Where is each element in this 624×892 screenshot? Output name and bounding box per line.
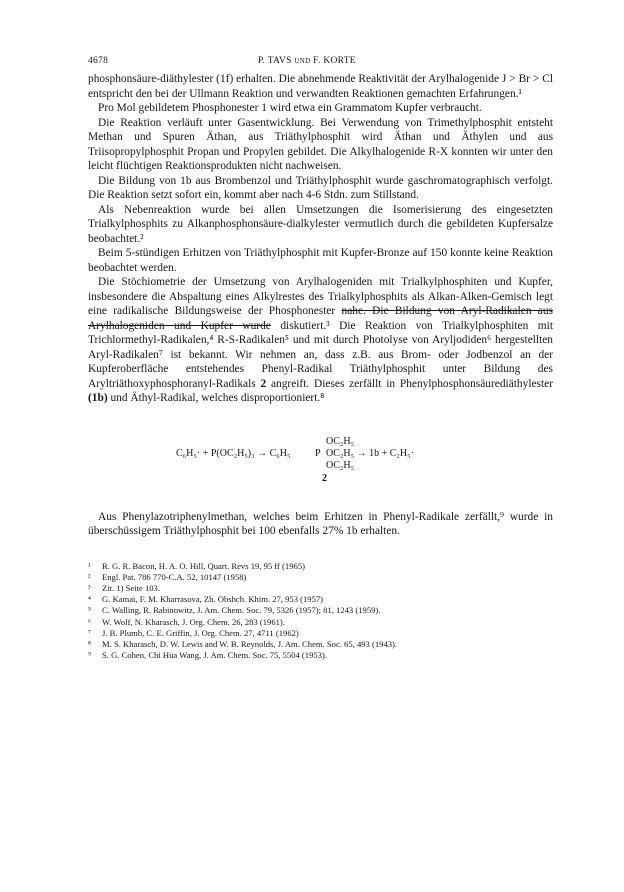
paragraph-mechanism [88,275,553,406]
paragraph: phosphonsäure-diäthylester (1f) erhalten. Die abnehmende Reaktivität der Arylhalogenide J > Br > Cl entspricht den bei der Ullmann Reaktion und verwandten Reaktionen gemachten Erfahrungen.¹ [88,73,553,100]
struck-text: nahe. Die Bildung von Aryl-Radikalen aus Arylhalogeniden und Kupfer wurde [88,305,553,332]
page-number: 4678 [88,56,109,66]
footnote [88,561,553,572]
paragraph: Aus Phenylazotriphenylmethan, welches beim Erhitzen in Phenyl-Radikale zerfällt,⁹ wurde in überschüssigem Triäthylphosphit bei 100 ebenfalls 27% 1b erhalten. [88,510,553,537]
paragraph: Beim 5-stündigen Erhitzen von Triäthylphosphit mit Kupfer-Bronze auf 150 konnte keine Reaktion beobachtet werden. [88,247,553,274]
footnote-number: ⁶ [88,616,91,627]
footnote-text: W. Wolf, N. Kharasch, J. Org. Chem. 26, 283 (1961). [102,616,285,627]
journal-page [88,56,553,661]
closing-text [88,510,553,539]
footnote [88,583,553,594]
reaction-equation [88,428,553,486]
footnote-number: ⁵ [88,605,91,616]
compound-ref: (1b) [88,392,108,404]
text-run: und Äthyl-Radikal, welches disproportioniert.⁸ [110,392,325,404]
equation-phosphorus: P [315,447,321,459]
footnote-number: ⁹ [88,650,91,661]
footnote-number: ³ [88,582,91,593]
paragraph: Die Bildung von 1b aus Brombenzol und Triäthylphosphit wurde gaschromatographisch verfolgt. Die Reaktion setzt sofort ein, kommt aber nach 4-6 Stdn. zum Stillstand. [88,174,553,201]
equation-left: C₆H₅· + P(OC₂H₅)₃ → C₆H₅ [176,447,291,459]
footnote-number: ² [88,571,91,582]
equation-substituent-top: OC₂H₅ [326,435,355,447]
equation-label: 2 [322,472,327,484]
footnote [88,605,553,616]
footnote [88,628,553,639]
footnote-text: Engl. Pat. 786 770-C.A. 52, 10147 (1958) [102,571,247,582]
text-run: angreift. Dieses zerfällt in Phenylphosphonsäurediäthylester [270,377,553,390]
footnote-text: S. G. Cohen, Chi Hua Wang, J. Am. Chem. Soc. 75, 5504 (1953). [102,650,327,661]
footnote-text: R. G. R. Bacon, H. A. O. Hill, Quart. Revs 19, 95 ff (1965) [102,560,305,571]
footnote-text: M. S. Kharasch, D. W. Lewis and W. B. Reynolds, J. Am. Chem. Soc. 65, 493 (1943). [102,638,398,649]
footnote-number: ¹ [88,560,91,571]
running-head-authors: P. TAVS und F. KORTE [258,56,356,66]
footnote-number: ⁸ [88,638,91,649]
footnote [88,594,553,605]
footnote [88,617,553,628]
equation-right: OC₂H₅ → 1b + C₂H₅· [326,447,414,459]
paragraph: Pro Mol gebildetem Phosphonester 1 wird etwa ein Grammatom Kupfer verbraucht. [98,102,482,114]
paragraph: Die Reaktion verläuft unter Gasentwicklung. Bei Verwendung von Trimethylphosphit entsteht Methan und Spuren Äthan, aus Triäthylphosphit wird Äthan und Äthylen und aus Triisopropylphosphit Propan und Propylen gebildet. Die Alkylhalogenide R-X konnten wir unter den leicht flüchtigen Reaktionsprodukten nicht nachweisen. [88,116,553,172]
footnote [88,572,553,583]
footnote-text: G. Kamai, F. M. Kharrasova, Zh. Obshch. Khim. 27, 953 (1957) [102,594,324,605]
compound-ref: 2 [260,377,267,390]
footnote-number: ⁷ [88,627,91,638]
text-run: diskutiert.³ Die Reaktion von Trialkylphosphiten mit Trichlormethyl-Radikalen,⁴ R-S-Radikalen⁵ und mit durch Photolyse von Aryljodiden⁶ hergestellten Aryl-Radikalen⁷ ist bekannt. Wir nehmen an, dass z.B. aus Brom- oder Jodbenzol an der Kupferoberfläche entstehendes Phenyl-Radikal Triäthylphosphit unter Bildung des Aryltriäthoxyphosphoranyl-Radikals [88,319,553,390]
footnote-text: J. B. Plumb, C. E. Griffin, J. Org. Chem. 27, 4711 (1962) [102,627,299,638]
footnote-text: C. Walling, R. Rabinowitz, J. Am. Chem. Soc. 79, 5326 (1957); 81, 1243 (1959). [102,605,381,616]
equation-substituent-bottom: OC₂H₅ [326,459,355,471]
body-text [88,72,553,406]
running-header [88,56,553,72]
footnote [88,639,553,650]
footnote [88,650,553,661]
text-run: Die Stöchiometrie der Umsetzung von Arylhalogeniden mit Trialkylphosphiten und Kupfer, insbesondere die Abspaltung eines Alkylrestes des Trialkylphosphits als Alkan-Alken-Gemisch legt eine radikalische Bildungsweise der Phosphonester [88,276,553,317]
paragraph: Als Nebenreaktion wurde bei allen Umsetzungen die Isomerisierung des eingesetzten Trialkylphosphits zu Alkanphosphonsäure-dialkylester vermutlich durch die gebildeten Kupfersalze beobachtet.² [88,203,553,245]
footnote-text: Zit. 1) Seite 103. [102,582,160,593]
footnote-number: ⁴ [88,594,91,605]
footnotes [88,561,553,662]
